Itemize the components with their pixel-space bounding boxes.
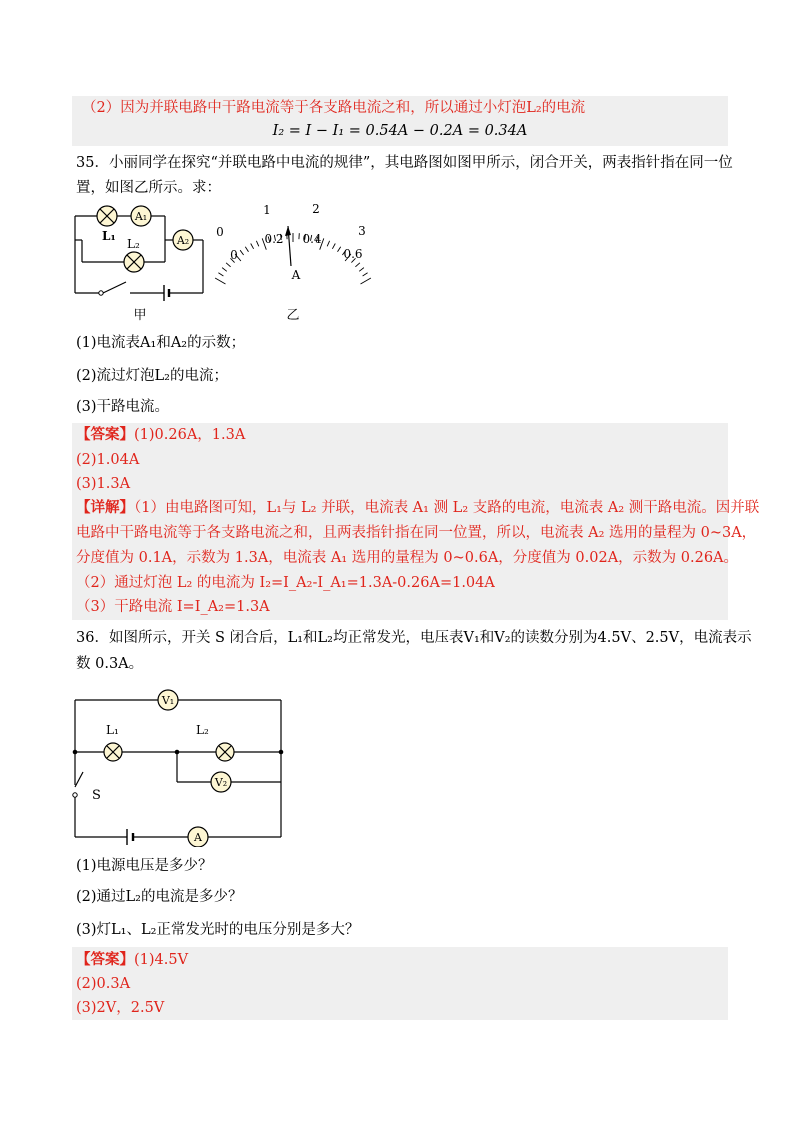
q36-answer-2: (2)0.3A: [76, 976, 131, 992]
top-scale-1: 1: [263, 203, 271, 217]
q35-detail-4: （2）通过灯泡 L₂ 的电流为 I₂=I_A₂-I_A₁=1.3A-0.26A=1.04A: [76, 575, 495, 591]
dial-tick: [332, 244, 335, 249]
lamp-l2-label: L₂: [127, 237, 140, 251]
ammeter-dial-yi: [212, 198, 374, 323]
voltmeter-v1-label: V₁: [161, 694, 175, 707]
lamp-l1-icon: [97, 206, 117, 226]
q35-answer-label: 【答案】: [76, 426, 134, 443]
q35-subquestion-3: (3)干路电流。: [76, 399, 170, 415]
q36-answer-label: 【答案】: [76, 951, 134, 968]
q35-detail-2: 电路中干路电流等于各支路电流之和，且两表指针指在同一位置，所以，电流表 A₂ 选用的量程为 0~3A，: [76, 525, 757, 541]
dial-tick: [338, 247, 341, 252]
q35-stem-line1: 35．小丽同学在探究“并联电路中电流的规律”，其电路图如图甲所示，闭合开关，两表指针指在同一位: [76, 155, 733, 171]
dial-tick: [327, 241, 329, 247]
q35-subquestion-1: (1)电流表A₁和A₂的示数；: [76, 335, 246, 351]
lamp-l1-icon: [104, 743, 122, 761]
switch-s-label: S: [92, 788, 101, 803]
q35-answer-3: (3)1.3A: [76, 476, 131, 492]
dial-tick: [245, 247, 248, 252]
q35-stem-line2: 置，如图乙所示。求：: [76, 180, 221, 196]
top-scale-0: 0: [216, 225, 224, 239]
ammeter-a2-icon: [173, 230, 193, 250]
dial-pointer-tip: [285, 226, 291, 236]
q36-subquestion-1: (1)电源电压是多少？: [76, 858, 213, 874]
bottom-scale-06: 0.6: [343, 247, 363, 261]
lamp-l2-icon: [124, 252, 144, 272]
dial-tick: [256, 241, 258, 247]
bottom-scale-04: 0.4: [302, 232, 322, 246]
top-scale-2: 2: [312, 202, 320, 216]
q35-answer-1: (1)0.26A，1.3A: [134, 427, 246, 443]
dial-tick: [222, 268, 227, 272]
dial-unit: A: [291, 268, 301, 282]
figure-yi-caption: 乙: [286, 308, 300, 323]
dial-tick: [355, 263, 360, 267]
lamp-l2-icon: [216, 743, 234, 761]
ammeter-icon: [188, 827, 208, 847]
voltmeter-v2-icon: [211, 772, 231, 792]
q36-stem-line1: 36．如图所示，开关 S 闭合后，L₁和L₂均正常发光，电压表V₁和V₂的读数分别为4.5V、2.5V，电流表示: [76, 630, 752, 646]
figure-jia-caption: 甲: [133, 308, 147, 323]
bottom-scale-0: 0: [230, 248, 238, 262]
q35-detail-5: （3）干路电流 I=I_A₂=1.3A: [76, 599, 270, 615]
q36-subquestion-3: (3)灯L₁、L₂正常发光时的电压分别是多大？: [76, 922, 360, 938]
dial-tick: [361, 278, 371, 284]
lamp-l2-label: L₂: [196, 723, 209, 737]
ammeter-a1-icon: [131, 206, 151, 226]
q35-detail-line1: [76, 498, 759, 518]
dial-tick: [218, 273, 223, 276]
q35-subquestion-2: (2)流过灯泡L₂的电流；: [76, 368, 228, 384]
dial-tick: [215, 278, 225, 284]
bottom-scale-02: 0.2: [264, 232, 284, 246]
voltmeter-v2-label: V₂: [214, 776, 228, 789]
dial-tick: [363, 273, 368, 276]
q36-subquestion-2: (2)通过L₂的电流是多少？: [76, 889, 243, 905]
q36-answer-3: (3)2V，2.5V: [76, 1000, 165, 1016]
q36-answer-1: (1)4.5V: [134, 952, 189, 968]
q36-stem-line2: 数 0.3A。: [76, 656, 144, 672]
junction-node-left: [73, 750, 78, 755]
lamp-l1-label: L₁: [102, 229, 116, 243]
dial-tick: [226, 263, 231, 267]
ammeter-label: A: [194, 831, 202, 844]
dial-tick: [251, 244, 254, 249]
q35-answer-line1: [76, 425, 245, 445]
dial-tick: [359, 268, 364, 272]
lamp-l1-label: L₁: [106, 723, 119, 737]
switch-s-contact: [73, 793, 77, 797]
prev-solution-formula: I₂ = I − I₁ = 0.54A − 0.2A = 0.34A: [272, 123, 528, 139]
dial-tick: [240, 250, 244, 255]
ammeter-a2-label: A₂: [176, 234, 190, 247]
prev-solution-line: （2）因为并联电路中干路电流等于各支路电流之和，所以通过小灯泡L₂的电流: [82, 100, 586, 116]
q35-answer-2: (2)1.04A: [76, 452, 140, 468]
voltmeter-v1-icon: [158, 690, 178, 710]
q35-detail-3: 分度值为 0.1A，示数为 1.3A，电流表 A₁ 选用的量程为 0~0.6A，分度值为 0.02A，示数为 0.26A。: [76, 550, 739, 566]
junction-node-middle: [175, 750, 180, 755]
top-scale-3: 3: [358, 224, 366, 238]
q35-detail-label: 【详解】: [76, 499, 134, 516]
circuit-diagram-jia: [70, 198, 210, 323]
switch-contact-dot: [99, 291, 103, 295]
q35-detail-1: （1）由电路图可知，L₁与 L₂ 并联，电流表 A₁ 测 L₂ 支路的电流，电流表 A₂ 测干路电流。因并联: [134, 500, 760, 516]
q36-answer-line1: [76, 950, 188, 970]
circuit-diagram-q36: [70, 682, 290, 847]
ammeter-a1-label: A₁: [134, 210, 148, 223]
junction-node-right: [279, 750, 284, 755]
